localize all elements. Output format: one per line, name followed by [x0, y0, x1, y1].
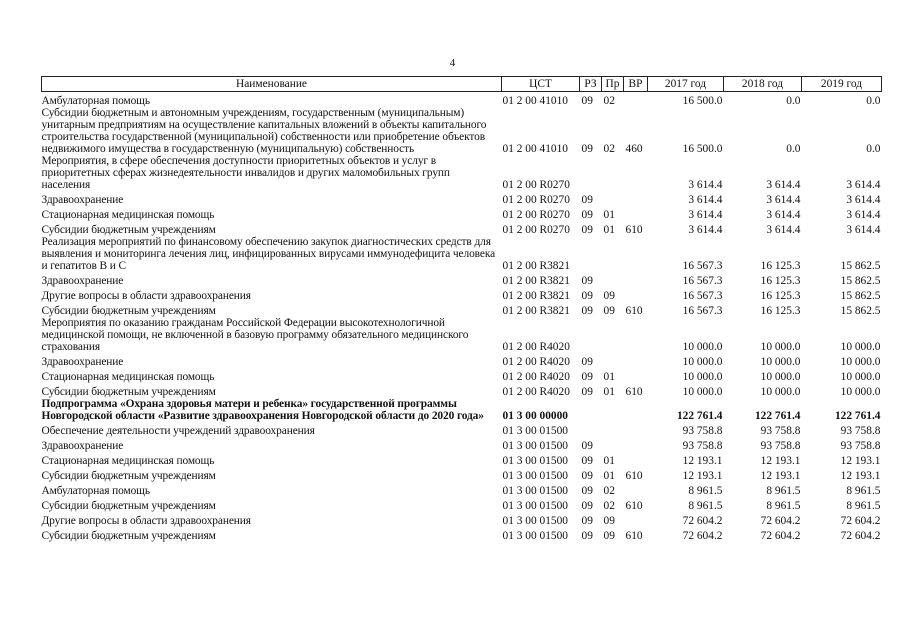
row-cst: 01 2 00 R4020	[502, 356, 570, 368]
table-row	[42, 512, 882, 527]
col-header-name: Наименование	[42, 77, 502, 92]
row-rz: 09	[581, 356, 593, 368]
row-amount-2019: 8 961.5	[846, 485, 881, 497]
row-name: Субсидии бюджетным и автономным учреждениям, государственным (муниципальным) унитарным предприятиям на осуществление капитальных вложений в объекты капитального строительства государственной (муниципальной) собственности или приобретение объектов недвижимого имущества в государственную (муниципальную) собственность	[41, 107, 487, 155]
table-row	[42, 221, 882, 236]
row-amount-2019: 15 862.5	[840, 260, 881, 272]
row-pr	[602, 353, 624, 368]
row-cst: 01 2 00 R3821	[502, 275, 570, 287]
row-amount-2018: 3 614.4	[766, 224, 801, 236]
row-cst: 01 3 00 01500	[502, 485, 568, 497]
row-cst: 01 2 00 R4020	[502, 371, 570, 383]
row-pr: 09	[603, 530, 615, 542]
row-vr	[624, 422, 648, 437]
row-amount-2017: 72 604.2	[682, 515, 723, 527]
row-cst: 01 2 00 R3821	[502, 305, 570, 317]
row-name: Мероприятия, в сфере обеспечения доступности приоритетных объектов и услуг в приоритетных сферах жизнедеятельности инвалидов и других маломобильных групп населения	[41, 155, 450, 191]
row-vr	[624, 398, 648, 422]
table-row	[42, 302, 882, 317]
row-vr	[624, 287, 648, 302]
row-amount-2019: 122 761.4	[834, 410, 881, 422]
row-amount-2018: 16 125.3	[760, 275, 801, 287]
row-name: Амбулаторная помощь	[41, 485, 150, 497]
row-pr: 01	[603, 209, 615, 221]
row-amount-2017: 3 614.4	[688, 224, 723, 236]
row-amount-2017: 16 567.3	[682, 275, 723, 287]
table-row	[42, 398, 882, 422]
row-name: Субсидии бюджетным учреждениям	[41, 305, 216, 317]
row-pr: 02	[603, 143, 615, 155]
row-amount-2018: 10 000.0	[760, 341, 801, 353]
row-rz: 09	[581, 470, 593, 482]
row-vr	[624, 353, 648, 368]
row-amount-2019: 10 000.0	[840, 356, 881, 368]
table-row	[42, 368, 882, 383]
row-cst: 01 2 00 R4020	[502, 341, 570, 353]
row-pr: 01	[603, 455, 615, 467]
row-vr	[624, 206, 648, 221]
table-header-row	[42, 77, 882, 92]
row-name: Здравоохранение	[41, 194, 124, 206]
row-amount-2019: 8 961.5	[846, 500, 881, 512]
row-rz: 09	[581, 530, 593, 542]
col-header-vr: ВР	[624, 77, 648, 92]
row-rz: 09	[581, 95, 593, 107]
row-vr	[624, 482, 648, 497]
row-vr: 610	[625, 530, 643, 542]
row-pr: 02	[603, 95, 615, 107]
row-cst: 01 2 00 R3821	[502, 260, 570, 272]
row-amount-2017: 10 000.0	[682, 341, 723, 353]
row-amount-2019: 12 193.1	[840, 470, 881, 482]
row-amount-2018: 10 000.0	[760, 371, 801, 383]
row-vr	[624, 155, 648, 191]
row-amount-2019: 10 000.0	[840, 386, 881, 398]
row-pr	[602, 317, 624, 353]
row-pr	[602, 437, 624, 452]
row-amount-2018: 10 000.0	[760, 356, 801, 368]
row-pr	[602, 191, 624, 206]
row-vr	[624, 92, 648, 108]
table-row	[42, 527, 882, 542]
row-cst: 01 2 00 R3821	[502, 290, 570, 302]
table-row	[42, 482, 882, 497]
col-header-2018: 2018 год	[724, 77, 802, 92]
table-row	[42, 437, 882, 452]
table-row	[42, 452, 882, 467]
row-vr	[624, 236, 648, 272]
row-cst: 01 2 00 R0270	[502, 209, 570, 221]
row-rz: 09	[581, 515, 593, 527]
row-vr: 610	[625, 386, 643, 398]
row-pr: 01	[603, 386, 615, 398]
row-amount-2018: 3 614.4	[766, 209, 801, 221]
row-amount-2017: 16 500.0	[682, 95, 723, 107]
row-amount-2019: 15 862.5	[840, 275, 881, 287]
row-amount-2017: 10 000.0	[682, 386, 723, 398]
row-amount-2018: 8 961.5	[766, 485, 801, 497]
row-cst: 01 2 00 R0270	[502, 179, 570, 191]
row-amount-2017: 93 758.8	[682, 425, 723, 437]
row-amount-2018: 12 193.1	[760, 470, 801, 482]
row-name: Стационарная медицинская помощь	[41, 455, 215, 467]
row-amount-2018: 93 758.8	[760, 440, 801, 452]
row-vr: 610	[625, 470, 643, 482]
row-vr: 610	[625, 224, 643, 236]
row-pr	[602, 422, 624, 437]
row-amount-2018: 16 125.3	[760, 305, 801, 317]
row-name: Обеспечение деятельности учреждений здравоохранения	[41, 425, 315, 437]
row-amount-2017: 3 614.4	[688, 194, 723, 206]
row-vr	[624, 191, 648, 206]
col-header-cst: ЦСТ	[502, 77, 580, 92]
row-rz: 09	[581, 485, 593, 497]
row-amount-2019: 72 604.2	[840, 530, 881, 542]
row-amount-2018: 10 000.0	[760, 386, 801, 398]
row-name: Подпрограмма «Охрана здоровья матери и ребенка» государственной программы Новгородской области «Развитие здравоохранения Новгородской области до 2020 года»	[41, 398, 484, 422]
table-row	[42, 236, 882, 272]
row-amount-2018: 122 761.4	[754, 410, 801, 422]
row-vr: 610	[625, 305, 643, 317]
row-amount-2019: 10 000.0	[840, 371, 881, 383]
page-number: 4	[449, 57, 456, 69]
col-header-rz: РЗ	[580, 77, 602, 92]
row-cst: 01 2 00 R0270	[502, 194, 570, 206]
row-amount-2018: 16 125.3	[760, 260, 801, 272]
row-pr	[602, 236, 624, 272]
row-cst: 01 3 00 01500	[502, 440, 568, 452]
col-header-2017: 2017 год	[648, 77, 724, 92]
row-amount-2019: 3 614.4	[846, 209, 881, 221]
row-cst: 01 3 00 01500	[502, 470, 568, 482]
row-name: Реализация мероприятий по финансовому обеспечению закупок диагностических средств для выявления и мониторинга лечения лиц, инфицированных вирусами иммунодефицита человека и гепатитов В и С	[41, 236, 496, 272]
row-rz: 09	[581, 194, 593, 206]
row-amount-2017: 8 961.5	[688, 500, 723, 512]
row-name: Стационарная медицинская помощь	[41, 209, 215, 221]
table-row	[42, 92, 882, 108]
table-row	[42, 155, 882, 191]
row-name: Субсидии бюджетным учреждениям	[41, 224, 216, 236]
row-rz: 09	[581, 500, 593, 512]
row-amount-2019: 93 758.8	[840, 425, 881, 437]
row-name: Субсидии бюджетным учреждениям	[41, 386, 216, 398]
row-vr	[624, 317, 648, 353]
row-amount-2019: 12 193.1	[840, 455, 881, 467]
row-name: Субсидии бюджетным учреждениям	[41, 530, 216, 542]
table-row	[42, 272, 882, 287]
table-row	[42, 206, 882, 221]
row-name: Стационарная медицинская помощь	[41, 371, 215, 383]
row-rz: 09	[581, 386, 593, 398]
row-rz: 09	[581, 440, 593, 452]
row-cst: 01 2 00 R4020	[502, 386, 570, 398]
row-name: Субсидии бюджетным учреждениям	[41, 470, 216, 482]
row-pr: 01	[603, 371, 615, 383]
col-header-2019: 2019 год	[802, 77, 882, 92]
row-pr: 02	[603, 500, 615, 512]
table-row	[42, 467, 882, 482]
row-name: Здравоохранение	[41, 440, 124, 452]
row-rz	[580, 398, 602, 422]
col-header-pr: Пр	[602, 77, 624, 92]
table-row	[42, 107, 882, 155]
row-cst: 01 2 00 R0270	[502, 224, 570, 236]
table-row	[42, 287, 882, 302]
row-amount-2019: 0.0	[866, 143, 881, 155]
row-name: Мероприятия по оказанию гражданам Российской Федерации высокотехнологичной медицинской помощи, не включенной в базовую программу обязательного медицинского страхования	[41, 317, 469, 353]
row-rz: 09	[581, 143, 593, 155]
row-amount-2019: 3 614.4	[846, 224, 881, 236]
row-vr	[624, 512, 648, 527]
row-rz: 09	[581, 305, 593, 317]
row-amount-2017: 12 193.1	[682, 455, 723, 467]
row-name: Амбулаторная помощь	[41, 95, 150, 107]
row-amount-2019: 15 862.5	[840, 305, 881, 317]
row-rz	[580, 422, 602, 437]
row-amount-2018: 16 125.3	[760, 290, 801, 302]
row-amount-2017: 10 000.0	[682, 356, 723, 368]
budget-table	[41, 76, 882, 542]
row-rz	[580, 155, 602, 191]
row-amount-2018: 0.0	[786, 95, 801, 107]
row-amount-2018: 3 614.4	[766, 179, 801, 191]
row-cst: 01 3 00 01500	[502, 515, 568, 527]
row-rz: 09	[581, 371, 593, 383]
row-name: Здравоохранение	[41, 275, 124, 287]
row-amount-2017: 16 500.0	[682, 143, 723, 155]
row-amount-2017: 3 614.4	[688, 179, 723, 191]
row-vr	[624, 368, 648, 383]
row-pr: 02	[603, 485, 615, 497]
row-rz: 09	[581, 275, 593, 287]
row-vr: 610	[625, 500, 643, 512]
table-row	[42, 422, 882, 437]
row-rz: 09	[581, 209, 593, 221]
table-row	[42, 353, 882, 368]
row-pr: 09	[603, 515, 615, 527]
row-amount-2019: 93 758.8	[840, 440, 881, 452]
table-row	[42, 383, 882, 398]
row-rz: 09	[581, 455, 593, 467]
row-amount-2018: 8 961.5	[766, 500, 801, 512]
row-pr: 01	[603, 224, 615, 236]
row-cst: 01 3 00 01500	[502, 530, 568, 542]
row-name: Другие вопросы в области здравоохранения	[41, 290, 251, 302]
row-pr: 09	[603, 290, 615, 302]
row-amount-2019: 3 614.4	[846, 179, 881, 191]
row-name: Субсидии бюджетным учреждениям	[41, 500, 216, 512]
row-amount-2018: 72 604.2	[760, 515, 801, 527]
row-pr: 09	[603, 305, 615, 317]
row-amount-2017: 12 193.1	[682, 470, 723, 482]
row-vr: 460	[625, 143, 643, 155]
row-amount-2017: 122 761.4	[676, 410, 723, 422]
row-pr	[602, 155, 624, 191]
row-amount-2019: 10 000.0	[840, 341, 881, 353]
row-cst: 01 2 00 41010	[502, 95, 568, 107]
row-cst: 01 3 00 01500	[502, 500, 568, 512]
row-amount-2017: 93 758.8	[682, 440, 723, 452]
row-amount-2017: 3 614.4	[688, 209, 723, 221]
row-rz: 09	[581, 224, 593, 236]
row-amount-2017: 72 604.2	[682, 530, 723, 542]
table-row	[42, 317, 882, 353]
row-amount-2017: 16 567.3	[682, 290, 723, 302]
row-amount-2018: 72 604.2	[760, 530, 801, 542]
row-name: Здравоохранение	[41, 356, 124, 368]
row-amount-2019: 72 604.2	[840, 515, 881, 527]
row-cst: 01 2 00 41010	[502, 143, 568, 155]
row-rz	[580, 236, 602, 272]
row-vr	[624, 437, 648, 452]
row-rz: 09	[581, 290, 593, 302]
table-body	[42, 92, 882, 543]
row-amount-2018: 0.0	[786, 143, 801, 155]
row-cst: 01 3 00 01500	[502, 455, 568, 467]
row-amount-2019: 3 614.4	[846, 194, 881, 206]
table-row	[42, 191, 882, 206]
row-amount-2017: 10 000.0	[682, 371, 723, 383]
row-amount-2017: 8 961.5	[688, 485, 723, 497]
row-amount-2018: 3 614.4	[766, 194, 801, 206]
row-pr	[602, 272, 624, 287]
row-pr: 01	[603, 470, 615, 482]
row-amount-2019: 15 862.5	[840, 290, 881, 302]
row-vr	[624, 272, 648, 287]
row-amount-2017: 16 567.3	[682, 260, 723, 272]
row-cst: 01 3 00 00000	[502, 410, 568, 422]
row-rz	[580, 317, 602, 353]
row-pr	[602, 398, 624, 422]
row-amount-2017: 16 567.3	[682, 305, 723, 317]
row-vr	[624, 452, 648, 467]
row-amount-2019: 0.0	[866, 95, 881, 107]
table-row	[42, 497, 882, 512]
row-cst: 01 3 00 01500	[502, 425, 568, 437]
row-amount-2018: 93 758.8	[760, 425, 801, 437]
row-amount-2018: 12 193.1	[760, 455, 801, 467]
row-name: Другие вопросы в области здравоохранения	[41, 515, 251, 527]
